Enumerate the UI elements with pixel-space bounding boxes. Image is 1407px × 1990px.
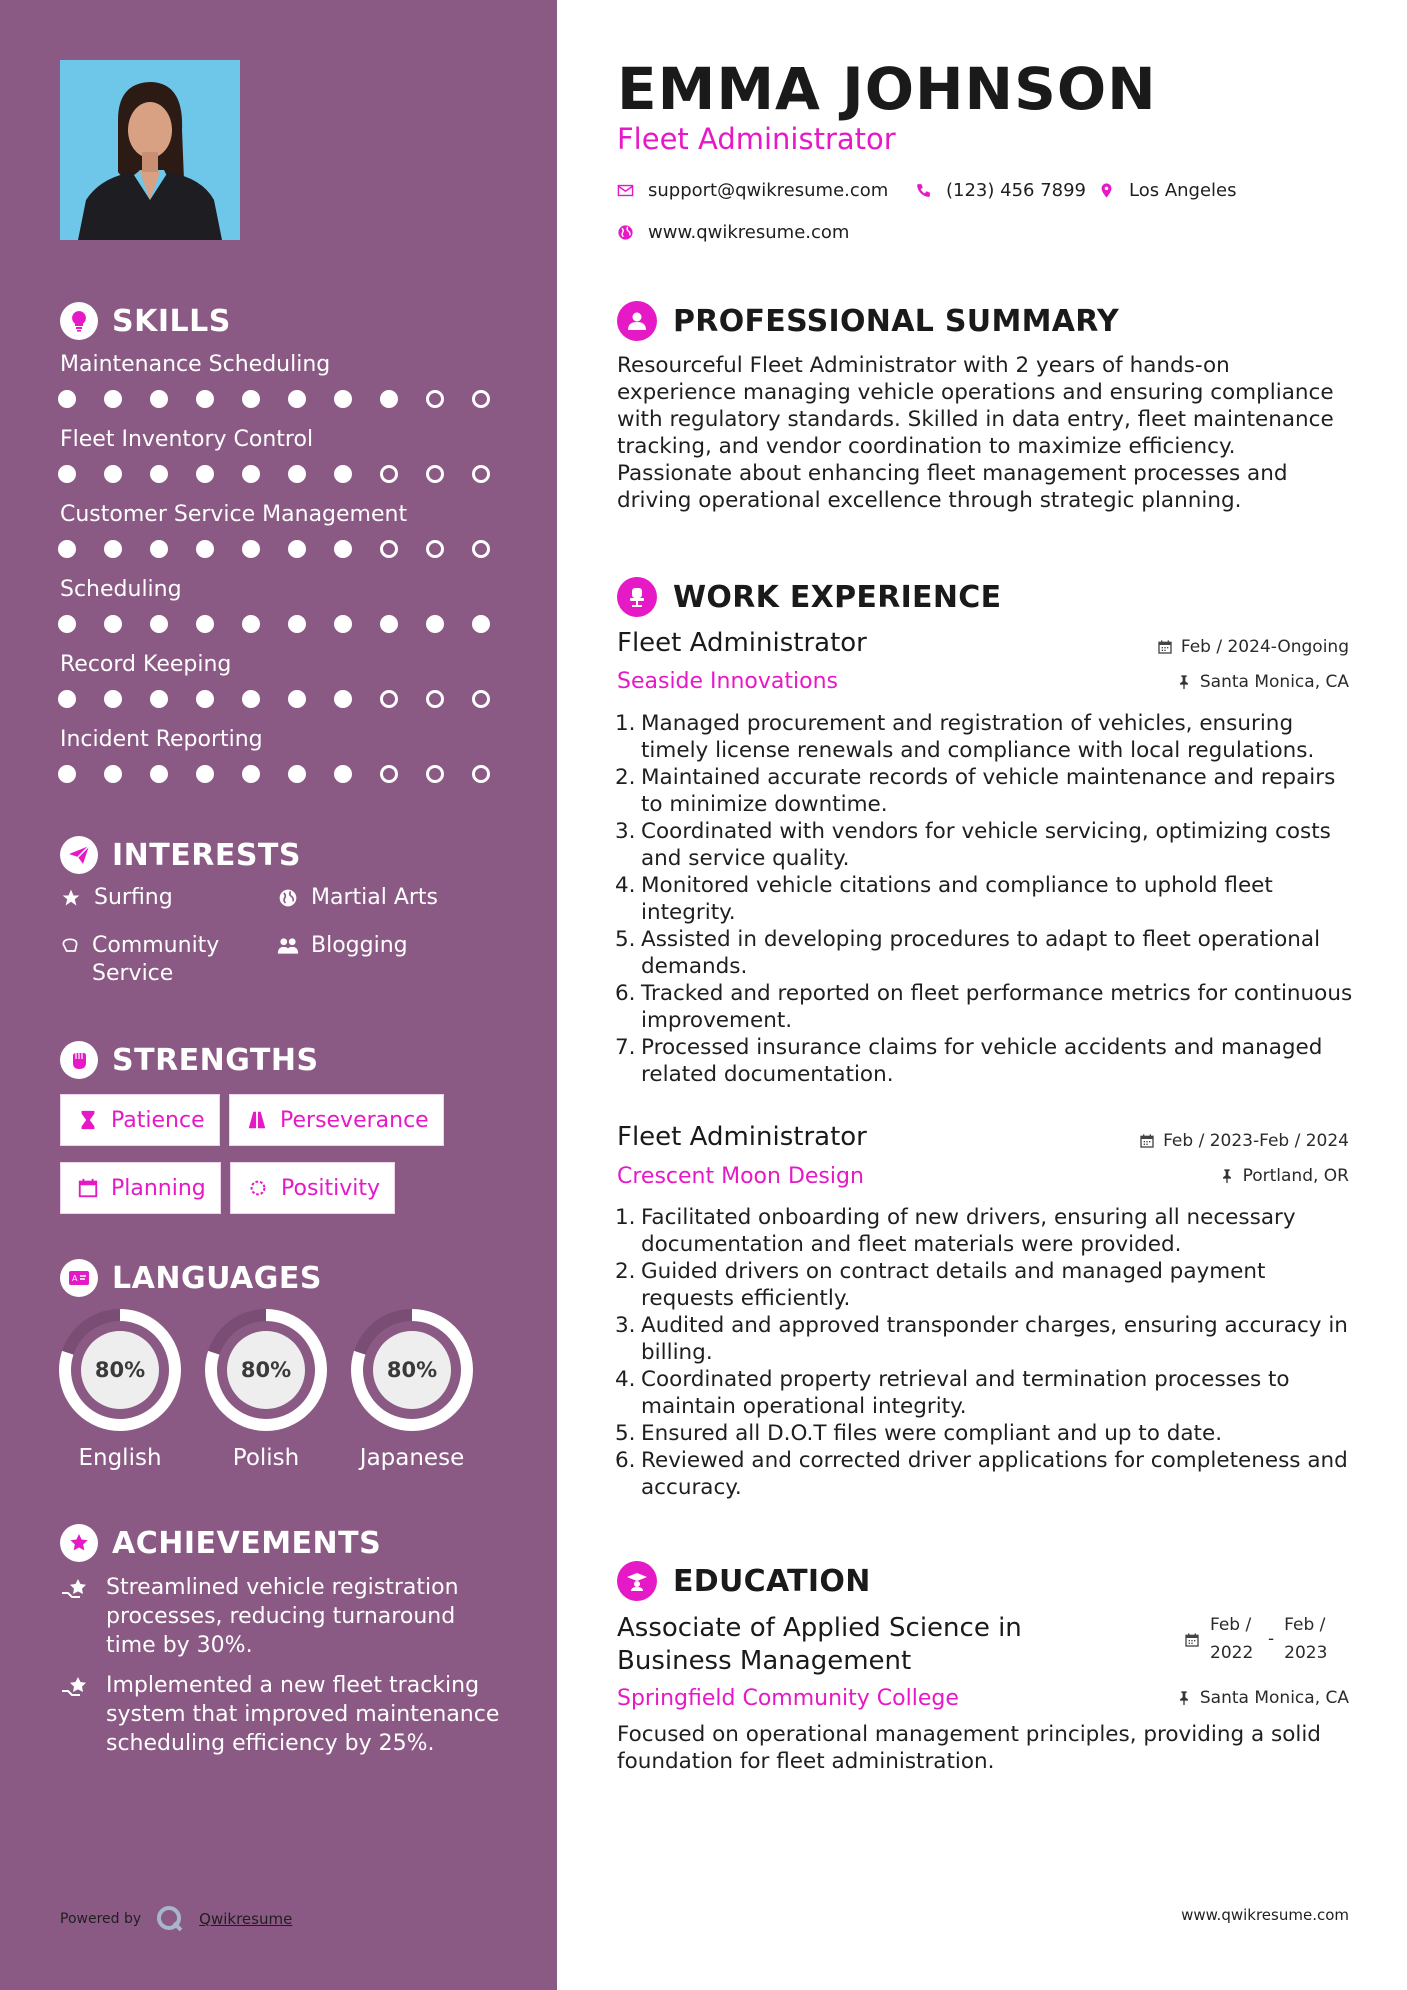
job-dates xyxy=(1157,637,1349,657)
bullet-number: 2. xyxy=(615,765,636,790)
rating-dot-filled xyxy=(196,390,214,408)
interest-item xyxy=(60,884,173,912)
qwikresume-link[interactable]: Qwikresume xyxy=(199,1910,293,1928)
rating-dot-empty xyxy=(380,465,398,483)
rating-dot-filled xyxy=(242,540,260,558)
job-title: Fleet Administrator xyxy=(617,628,867,658)
languages-heading xyxy=(60,1259,322,1297)
strength-label: Planning xyxy=(111,1175,206,1201)
rating-dot-filled xyxy=(196,615,214,633)
bullet-number: 5. xyxy=(615,1421,636,1446)
rating-dot-empty xyxy=(426,690,444,708)
skill-name: Scheduling xyxy=(60,577,182,602)
language-percent: 80% xyxy=(386,1358,438,1382)
bullet-number: 5. xyxy=(615,927,636,952)
bullet-text: Coordinated property retrieval and termination processes to maintain operational integrity. xyxy=(641,1367,1290,1419)
svg-text:A: A xyxy=(72,1274,78,1283)
rating-dot-filled xyxy=(242,690,260,708)
rating-dot-filled xyxy=(104,540,122,558)
rating-dot-filled xyxy=(150,390,168,408)
rating-dot-filled xyxy=(196,465,214,483)
rating-dot-empty xyxy=(426,540,444,558)
rating-dot-filled xyxy=(288,465,306,483)
rating-dot-filled xyxy=(104,765,122,783)
skill-rating xyxy=(58,690,490,708)
bullet-number: 6. xyxy=(615,981,636,1006)
rating-dot-filled xyxy=(288,540,306,558)
bullet-text: Tracked and reported on fleet performance metrics for continuous improvement. xyxy=(641,981,1353,1033)
bullet-number: 2. xyxy=(615,1259,636,1284)
skill-rating xyxy=(58,390,490,408)
summary-heading xyxy=(617,301,1119,341)
rating-dot-empty xyxy=(472,690,490,708)
bullet-number: 7. xyxy=(615,1035,636,1060)
profile-photo xyxy=(60,60,240,240)
bullet-text: Guided drivers on contract details and managed payment requests efficiently. xyxy=(641,1259,1266,1311)
rating-dot-filled xyxy=(334,540,352,558)
rating-dot-filled xyxy=(242,390,260,408)
candidate-role: Fleet Administrator xyxy=(617,122,896,156)
phone-contact xyxy=(915,180,1086,201)
hand-icon xyxy=(60,932,80,960)
job-location-text: Santa Monica, CA xyxy=(1199,672,1349,692)
powered-by-label: Powered by xyxy=(60,1911,142,1927)
globe-icon xyxy=(277,884,299,912)
job-bullets xyxy=(617,710,1357,1088)
language-progress-ring xyxy=(349,1307,475,1433)
bullet-number: 1. xyxy=(615,1205,636,1230)
job-bullet xyxy=(617,1447,1357,1501)
strengths-heading xyxy=(60,1041,319,1079)
job-bullet xyxy=(617,1312,1357,1366)
strength-tag xyxy=(60,1162,221,1214)
qwikresume-logo xyxy=(155,1904,185,1934)
job-bullet xyxy=(617,980,1357,1034)
job-bullet xyxy=(617,1204,1357,1258)
job-dates-text: Feb / 2024-Ongoing xyxy=(1180,637,1349,657)
skill-name: Customer Service Management xyxy=(60,502,408,527)
strength-tag xyxy=(229,1094,444,1146)
bullet-text: Facilitated onboarding of new drivers, ensuring all necessary documentation and fleet materials were provided. xyxy=(641,1205,1296,1257)
education-end: Feb / 2023 xyxy=(1284,1615,1328,1663)
globe-icon xyxy=(617,224,634,241)
language-percent: 80% xyxy=(240,1358,292,1382)
job-bullets xyxy=(617,1204,1357,1501)
bullet-number: 4. xyxy=(615,1367,636,1392)
rating-dot-filled xyxy=(104,390,122,408)
rating-dot-filled xyxy=(104,615,122,633)
powered-by xyxy=(60,1904,292,1934)
rating-dot-filled xyxy=(58,615,76,633)
location-contact xyxy=(1098,180,1237,201)
languages-title: LANGUAGES xyxy=(112,1260,322,1296)
language-item xyxy=(349,1307,475,1471)
skill-name: Record Keeping xyxy=(60,652,232,677)
fist-icon xyxy=(60,1041,98,1079)
degree-title: Associate of Applied Science in Business Management xyxy=(617,1613,1022,1676)
bullet-text: Maintained accurate records of vehicle maintenance and repairs to minimize downtime. xyxy=(641,765,1336,817)
rating-dot-empty xyxy=(472,540,490,558)
language-name: Japanese xyxy=(359,1445,465,1471)
language-name: Polish xyxy=(232,1445,300,1471)
pushpin-icon xyxy=(1176,1690,1192,1706)
bullet-number: 3. xyxy=(615,1313,636,1338)
rating-dot-filled xyxy=(196,690,214,708)
job-bullet xyxy=(617,1366,1357,1420)
calendar-icon xyxy=(1139,1133,1155,1149)
bullet-number: 3. xyxy=(615,819,636,844)
interest-item xyxy=(60,932,250,988)
bullet-text: Managed procurement and registration of vehicles, ensuring timely license renewals and compliance with local regulations. xyxy=(641,711,1315,763)
graduate-icon xyxy=(617,1561,657,1601)
footer-url[interactable]: www.qwikresume.com xyxy=(1181,1906,1349,1924)
rating-dot-filled xyxy=(426,615,444,633)
rating-dot-filled xyxy=(242,465,260,483)
rating-dot-filled xyxy=(196,765,214,783)
office-chair-icon xyxy=(617,577,657,617)
job-location xyxy=(1176,672,1349,692)
job-dates xyxy=(1139,1131,1349,1151)
strength-label: Positivity xyxy=(281,1175,381,1201)
phone-text: (123) 456 7899 xyxy=(946,180,1087,201)
bullet-text: Assisted in developing procedures to adapt to fleet operational demands. xyxy=(641,927,1321,979)
bullet-text: Processed insurance claims for vehicle accidents and managed related documentation. xyxy=(641,1035,1323,1087)
rating-dot-filled xyxy=(288,615,306,633)
website-text[interactable]: www.qwikresume.com xyxy=(648,222,850,243)
interests-heading xyxy=(60,836,301,874)
skill-rating xyxy=(58,465,490,483)
bullet-text: Coordinated with vendors for vehicle servicing, optimizing costs and service quality. xyxy=(641,819,1331,871)
rating-dot-filled xyxy=(150,690,168,708)
job-bullet xyxy=(617,1258,1357,1312)
job-title: Fleet Administrator xyxy=(617,1122,867,1152)
rating-dot-filled xyxy=(334,465,352,483)
candidate-name: EMMA JOHNSON xyxy=(617,55,1157,123)
rating-dot-filled xyxy=(104,465,122,483)
education-heading xyxy=(617,1561,871,1601)
phone-icon xyxy=(915,182,932,199)
pushpin-icon xyxy=(1219,1168,1235,1184)
job-dates-text: Feb / 2023-Feb / 2024 xyxy=(1163,1131,1349,1151)
rating-dot-filled xyxy=(150,540,168,558)
job-bullet xyxy=(617,764,1357,818)
rating-dot-filled xyxy=(104,690,122,708)
bullet-number: 1. xyxy=(615,711,636,736)
achievement-item xyxy=(60,1573,500,1660)
experience-heading xyxy=(617,577,1001,617)
skill-name: Maintenance Scheduling xyxy=(60,352,331,377)
map-pin-icon xyxy=(1098,182,1115,199)
rating-dot-empty xyxy=(426,465,444,483)
rating-dot-filled xyxy=(380,615,398,633)
strength-label: Perseverance xyxy=(280,1107,429,1133)
calendar-icon xyxy=(77,1177,99,1199)
company-name: Crescent Moon Design xyxy=(617,1164,864,1189)
education-date-separator: - xyxy=(1268,1629,1275,1649)
summary-title: PROFESSIONAL SUMMARY xyxy=(673,303,1120,339)
achievements-title: ACHIEVEMENTS xyxy=(112,1525,382,1561)
rating-dot-filled xyxy=(196,540,214,558)
skills-title: SKILLS xyxy=(112,303,231,339)
rating-dot-filled xyxy=(150,465,168,483)
skill-name: Incident Reporting xyxy=(60,727,263,752)
interest-label: Blogging xyxy=(311,933,408,958)
rating-dot-empty xyxy=(426,765,444,783)
star-icon xyxy=(60,884,82,912)
sidebar xyxy=(0,0,557,1990)
rating-dot-filled xyxy=(58,540,76,558)
achievement-text: Streamlined vehicle registration processes, reducing turnaround time by 30%. xyxy=(106,1575,459,1658)
job-bullet xyxy=(617,818,1357,872)
rating-dot-filled xyxy=(334,690,352,708)
skill-name: Fleet Inventory Control xyxy=(60,427,314,452)
rating-dot-filled xyxy=(58,690,76,708)
skills-heading xyxy=(60,302,231,340)
pushpin-icon xyxy=(1176,674,1192,690)
interest-item xyxy=(277,884,438,912)
bullet-text: Ensured all D.O.T files were compliant and up to date. xyxy=(641,1421,1223,1446)
rating-dot-filled xyxy=(58,765,76,783)
language-progress-ring xyxy=(57,1307,183,1433)
experience-title: WORK EXPERIENCE xyxy=(673,579,1002,615)
education-location xyxy=(1176,1688,1349,1708)
rating-dot-filled xyxy=(288,390,306,408)
interest-item xyxy=(277,932,408,960)
rating-dot-filled xyxy=(58,465,76,483)
language-progress-ring xyxy=(203,1307,329,1433)
interest-label: Surfing xyxy=(94,885,173,910)
rating-dot-filled xyxy=(288,690,306,708)
job-location xyxy=(1219,1166,1349,1186)
summary-text: Resourceful Fleet Administrator with 2 years of hands-on experience managing vehicle operations and ensuring compliance with regulatory standards. Skilled in data entry, fleet maintenance tracking, and vendor coordination to maximize efficiency. Passionate about enhancing fleet management processes and driving operational excellence through strategic planning. xyxy=(617,353,1334,513)
paper-plane-icon xyxy=(60,836,98,874)
interest-label: Community Service xyxy=(92,933,220,986)
job-location-text: Portland, OR xyxy=(1242,1166,1349,1186)
achievement-text: Implemented a new fleet tracking system that improved maintenance scheduling efficiency by 25%. xyxy=(106,1673,500,1756)
bullet-number: 6. xyxy=(615,1448,636,1473)
rating-dot-filled xyxy=(58,390,76,408)
sun-icon xyxy=(247,1177,269,1199)
bullet-number: 4. xyxy=(615,873,636,898)
strength-tag xyxy=(60,1094,220,1146)
rating-dot-filled xyxy=(334,765,352,783)
location-text: Los Angeles xyxy=(1129,180,1237,201)
language-name: English xyxy=(78,1445,162,1471)
education-dates xyxy=(1184,1611,1332,1667)
people-icon xyxy=(277,932,299,960)
rating-dot-empty xyxy=(472,390,490,408)
job-bullet xyxy=(617,1420,1357,1447)
achievements-heading xyxy=(60,1524,381,1562)
rating-dot-empty xyxy=(380,765,398,783)
bullet-text: Reviewed and corrected driver applications for completeness and accuracy. xyxy=(641,1448,1348,1500)
rating-dot-empty xyxy=(380,540,398,558)
rating-dot-filled xyxy=(334,390,352,408)
email-text[interactable]: support@qwikresume.com xyxy=(648,180,889,201)
bullet-text: Monitored vehicle citations and compliance to uphold fleet integrity. xyxy=(641,873,1273,925)
road-icon xyxy=(246,1109,268,1131)
email-contact xyxy=(617,180,888,201)
rating-dot-filled xyxy=(150,615,168,633)
job-bullet xyxy=(617,1034,1357,1088)
rating-dot-filled xyxy=(472,615,490,633)
interests-title: INTERESTS xyxy=(112,837,301,873)
rating-dot-filled xyxy=(334,615,352,633)
star-hand-icon xyxy=(60,1573,94,1660)
skill-rating xyxy=(58,765,490,783)
strength-label: Patience xyxy=(111,1107,205,1133)
award-star-icon xyxy=(60,1524,98,1562)
job-bullet xyxy=(617,926,1357,980)
education-location-text: Santa Monica, CA xyxy=(1199,1688,1349,1708)
language-card-icon xyxy=(60,1259,98,1297)
rating-dot-empty xyxy=(380,690,398,708)
user-icon xyxy=(617,301,657,341)
job-bullet xyxy=(617,710,1357,764)
education-description: Focused on operational management principles, providing a solid foundation for fleet administration. xyxy=(617,1722,1321,1774)
language-item xyxy=(203,1307,329,1471)
rating-dot-filled xyxy=(242,765,260,783)
rating-dot-empty xyxy=(472,765,490,783)
lightbulb-icon xyxy=(60,302,98,340)
strengths-title: STRENGTHS xyxy=(112,1042,319,1078)
bullet-text: Audited and approved transponder charges, ensuring accuracy in billing. xyxy=(641,1313,1348,1365)
language-percent: 80% xyxy=(94,1358,146,1382)
skill-rating xyxy=(58,540,490,558)
achievement-item xyxy=(60,1671,500,1758)
hourglass-icon xyxy=(77,1109,99,1131)
language-item xyxy=(57,1307,183,1471)
rating-dot-filled xyxy=(380,390,398,408)
rating-dot-empty xyxy=(472,465,490,483)
rating-dot-empty xyxy=(426,390,444,408)
website-contact xyxy=(617,222,849,243)
skill-rating xyxy=(58,615,490,633)
job-bullet xyxy=(617,872,1357,926)
education-title: EDUCATION xyxy=(673,1563,871,1599)
calendar-icon xyxy=(1184,1632,1200,1648)
rating-dot-filled xyxy=(242,615,260,633)
strength-tag xyxy=(230,1162,395,1214)
rating-dot-filled xyxy=(150,765,168,783)
calendar-icon xyxy=(1157,639,1173,655)
company-name: Seaside Innovations xyxy=(617,669,838,694)
education-start: Feb / 2022 xyxy=(1210,1615,1254,1663)
star-hand-icon xyxy=(60,1671,94,1758)
school-name: Springfield Community College xyxy=(617,1686,959,1711)
interest-label: Martial Arts xyxy=(311,885,439,910)
rating-dot-filled xyxy=(288,765,306,783)
envelope-icon xyxy=(617,182,634,199)
